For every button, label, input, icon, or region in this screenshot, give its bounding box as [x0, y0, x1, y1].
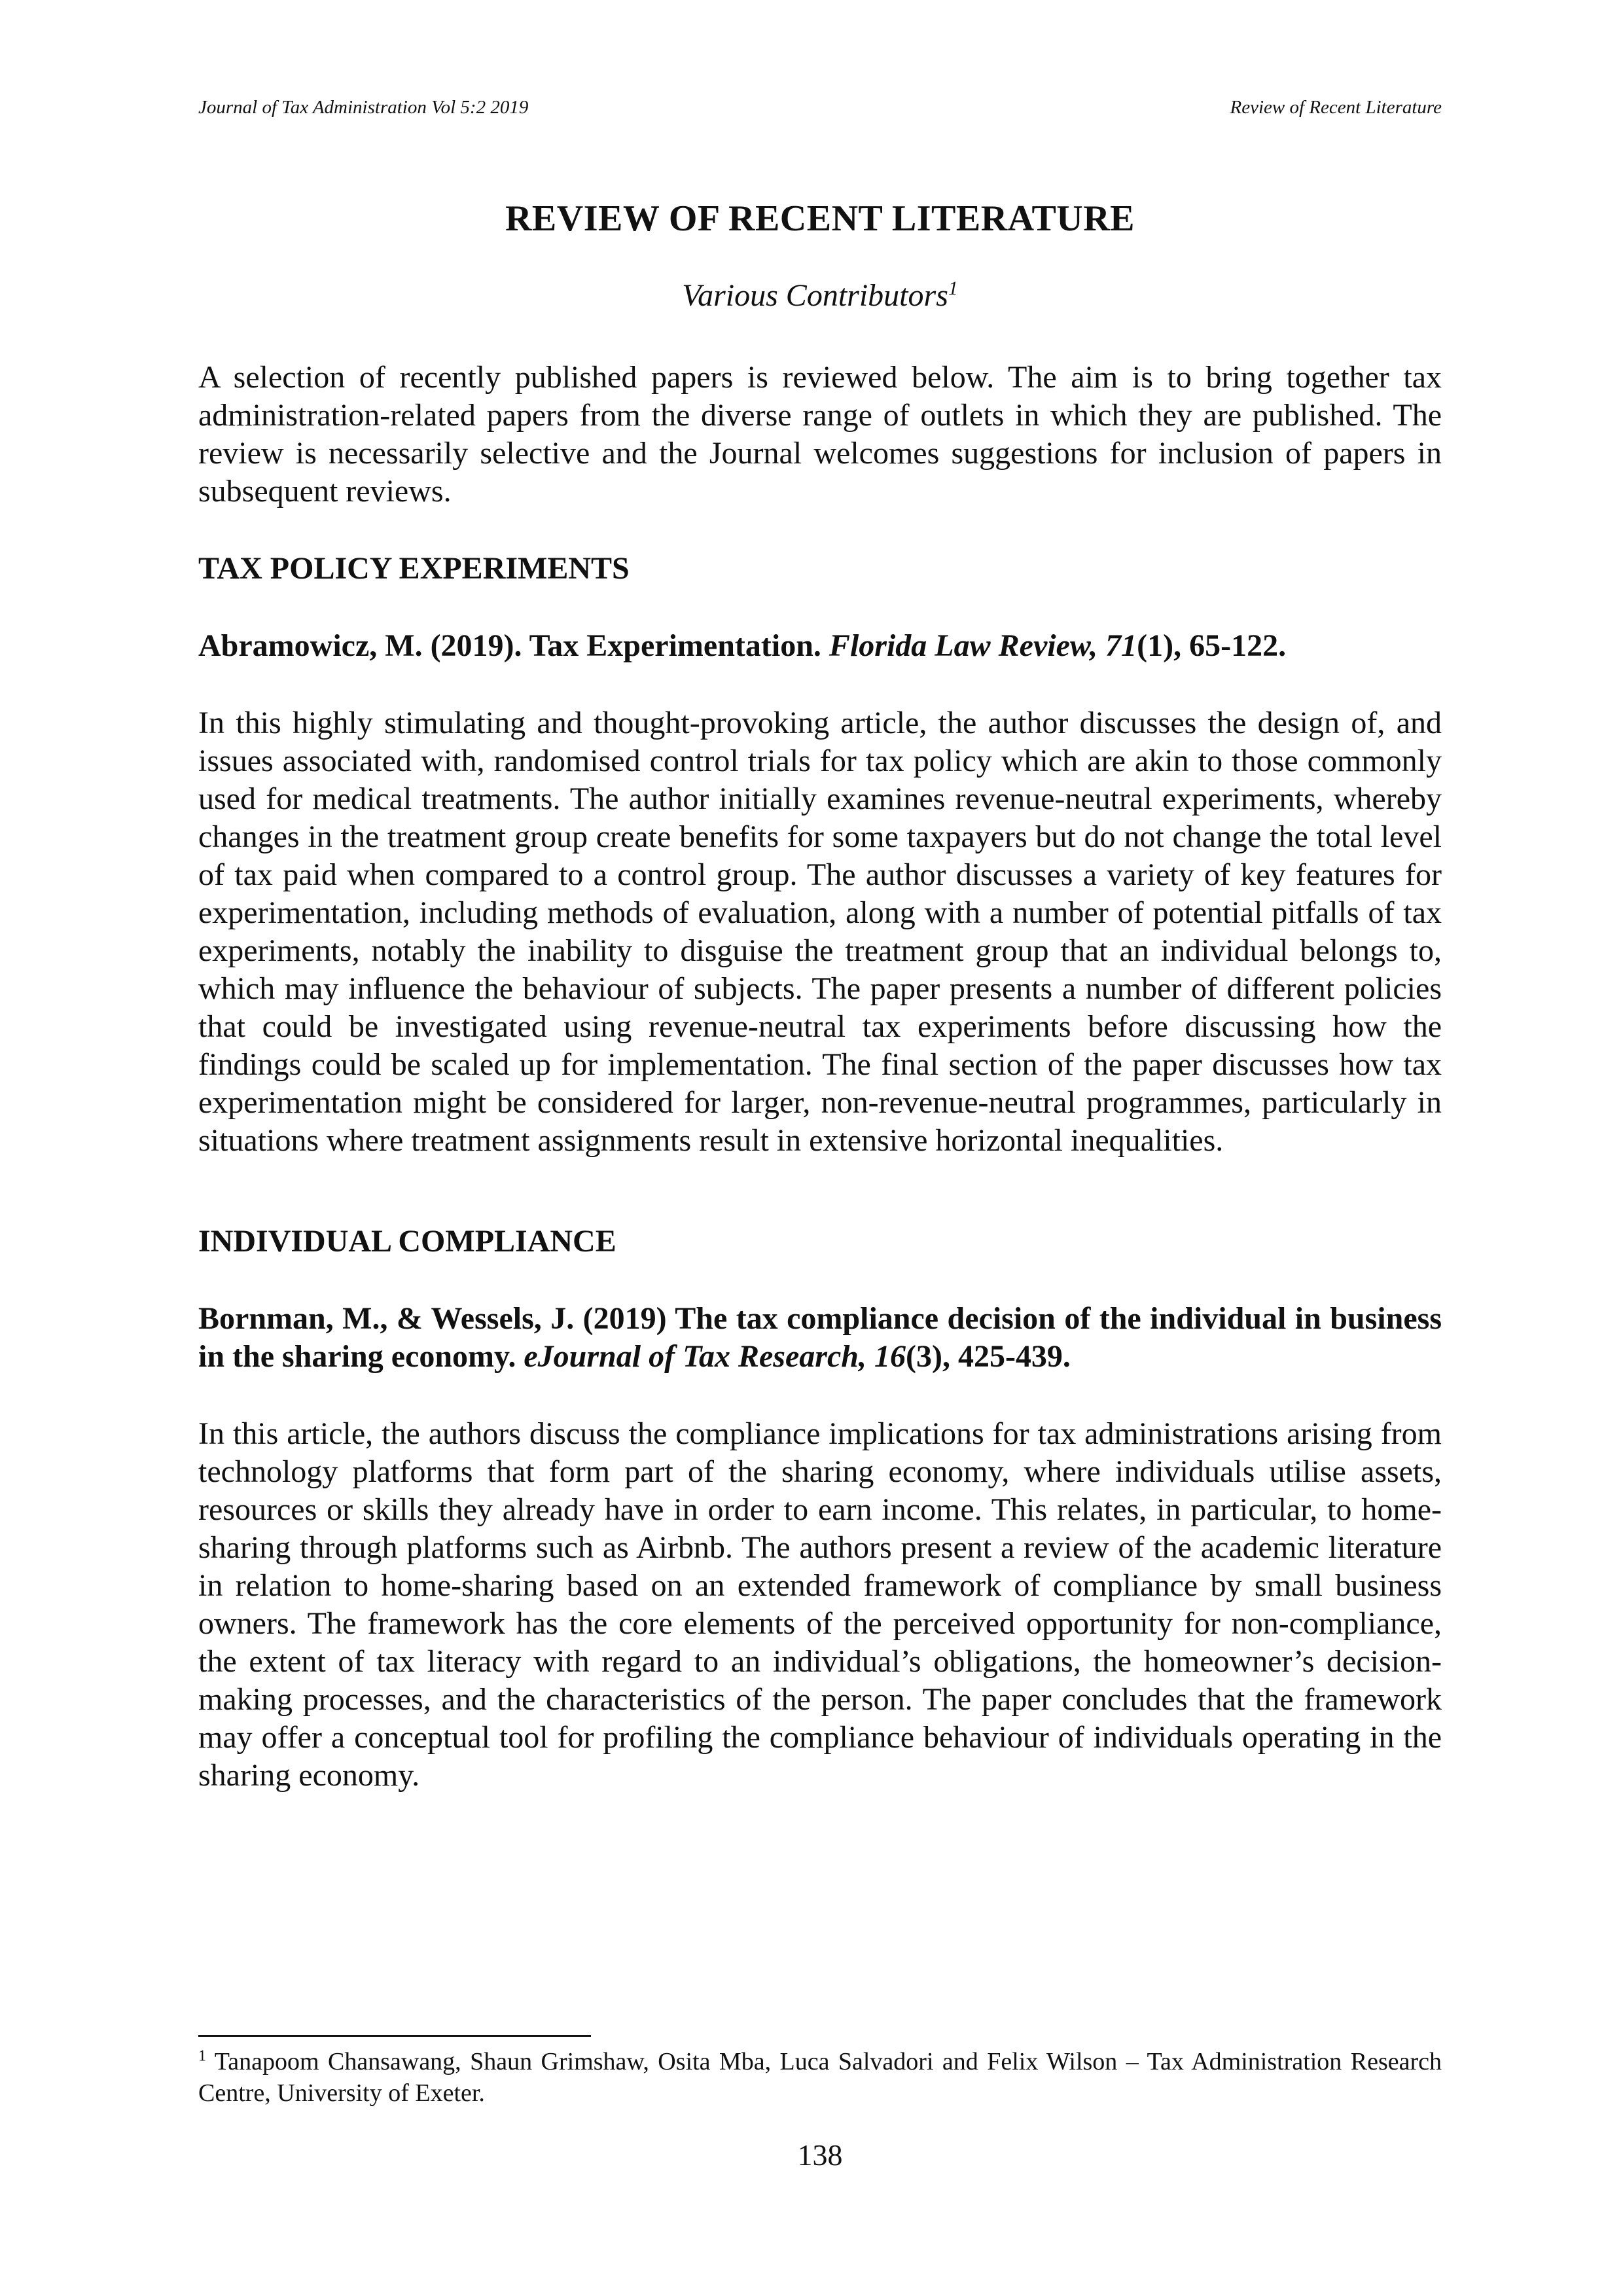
section-heading-individual-compliance: INDIVIDUAL COMPLIANCE	[198, 1224, 616, 1259]
citation-bornman-wessels	[198, 1300, 1442, 1376]
section-heading-tax-policy-experiments: TAX POLICY EXPERIMENTS	[198, 551, 630, 586]
footnote-mark: 1	[198, 2047, 206, 2065]
running-header	[198, 97, 1442, 118]
intro-paragraph: A selection of recently published papers is reviewed below. The aim is to bring together tax administration-related papers from the diverse range of outlets in which they are published. The review is necessarily selective and the Journal welcomes suggestions for inclusion of papers in subsequent reviews.	[198, 360, 1442, 509]
citation-abramowicz	[198, 627, 1442, 665]
citation-issue-pages: (3), 425-439.	[905, 1339, 1071, 1374]
header-section-name: Review of Recent Literature	[1230, 97, 1442, 118]
byline	[198, 278, 1442, 314]
footnote-divider	[198, 2035, 591, 2037]
footnote-text: Tanapoom Chansawang, Shaun Grimshaw, Osita Mba, Luca Salvadori and Felix Wilson – Tax Administration Research Centre, University of Exeter.	[198, 2048, 1442, 2107]
citation-authors-title: Bornman, M., & Wessels, J. (2019) The tax compliance decision of the individual in business in the sharing economy.	[198, 1301, 1442, 1374]
footnote	[198, 2046, 1442, 2109]
summary-abramowicz: In this highly stimulating and thought-provoking article, the author discusses the design of, and issues associated with, randomised control trials for tax policy which are akin to those commonly used for medical treatments. The author initially examines revenue-neutral experiments, whereby changes in the treatment group create benefits for some taxpayers but do not change the total level of tax paid when compared to a control group. The author discusses a variety of key features for experimentation, including methods of evaluation, along with a number of potential pitfalls of tax experiments, notably the inability to disguise the treatment group that an individual belongs to, which may influence the behaviour of subjects. The paper presents a number of different policies that could be investigated using revenue-neutral tax experiments before discussing how the findings could be scaled up for implementation. The final section of the paper discusses how tax experimentation might be considered for larger, non-revenue-neutral programmes, particularly in situations where treatment assignments result in extensive horizontal inequalities.	[198, 706, 1442, 1158]
document-page	[198, 0, 1442, 2296]
citation-issue-pages: (1), 65-122.	[1137, 628, 1287, 663]
citation-authors-title: Abramowicz, M. (2019). Tax Experimentation.	[198, 628, 829, 663]
citation-journal-volume: Florida Law Review, 71	[829, 628, 1137, 663]
byline-footnote-mark: 1	[948, 278, 958, 299]
page-number: 138	[797, 2138, 843, 2172]
summary-bornman-wessels: In this article, the authors discuss the compliance implications for tax administrations arising from technology platforms that form part of the sharing economy, where individuals utilise assets, resources or skills they already have in order to earn income. This relates, in particular, to home-sharing through platforms such as Airbnb. The authors present a review of the academic literature in relation to home-sharing based on an extended framework of compliance by small business owners. The framework has the core elements of the perceived opportunity for non-compliance, the extent of tax literacy with regard to an individual’s obligations, the homeowner’s decision-making processes, and the characteristics of the person. The paper concludes that the framework may offer a conceptual tool for profiling the compliance behaviour of individuals operating in the sharing economy.	[198, 1416, 1442, 1793]
citation-journal-volume: eJournal of Tax Research, 16	[524, 1339, 906, 1374]
document-title: REVIEW OF RECENT LITERATURE	[505, 198, 1135, 239]
header-journal-name: Journal of Tax Administration Vol 5:2 2019	[198, 97, 529, 118]
byline-text: Various Contributors	[682, 278, 948, 313]
